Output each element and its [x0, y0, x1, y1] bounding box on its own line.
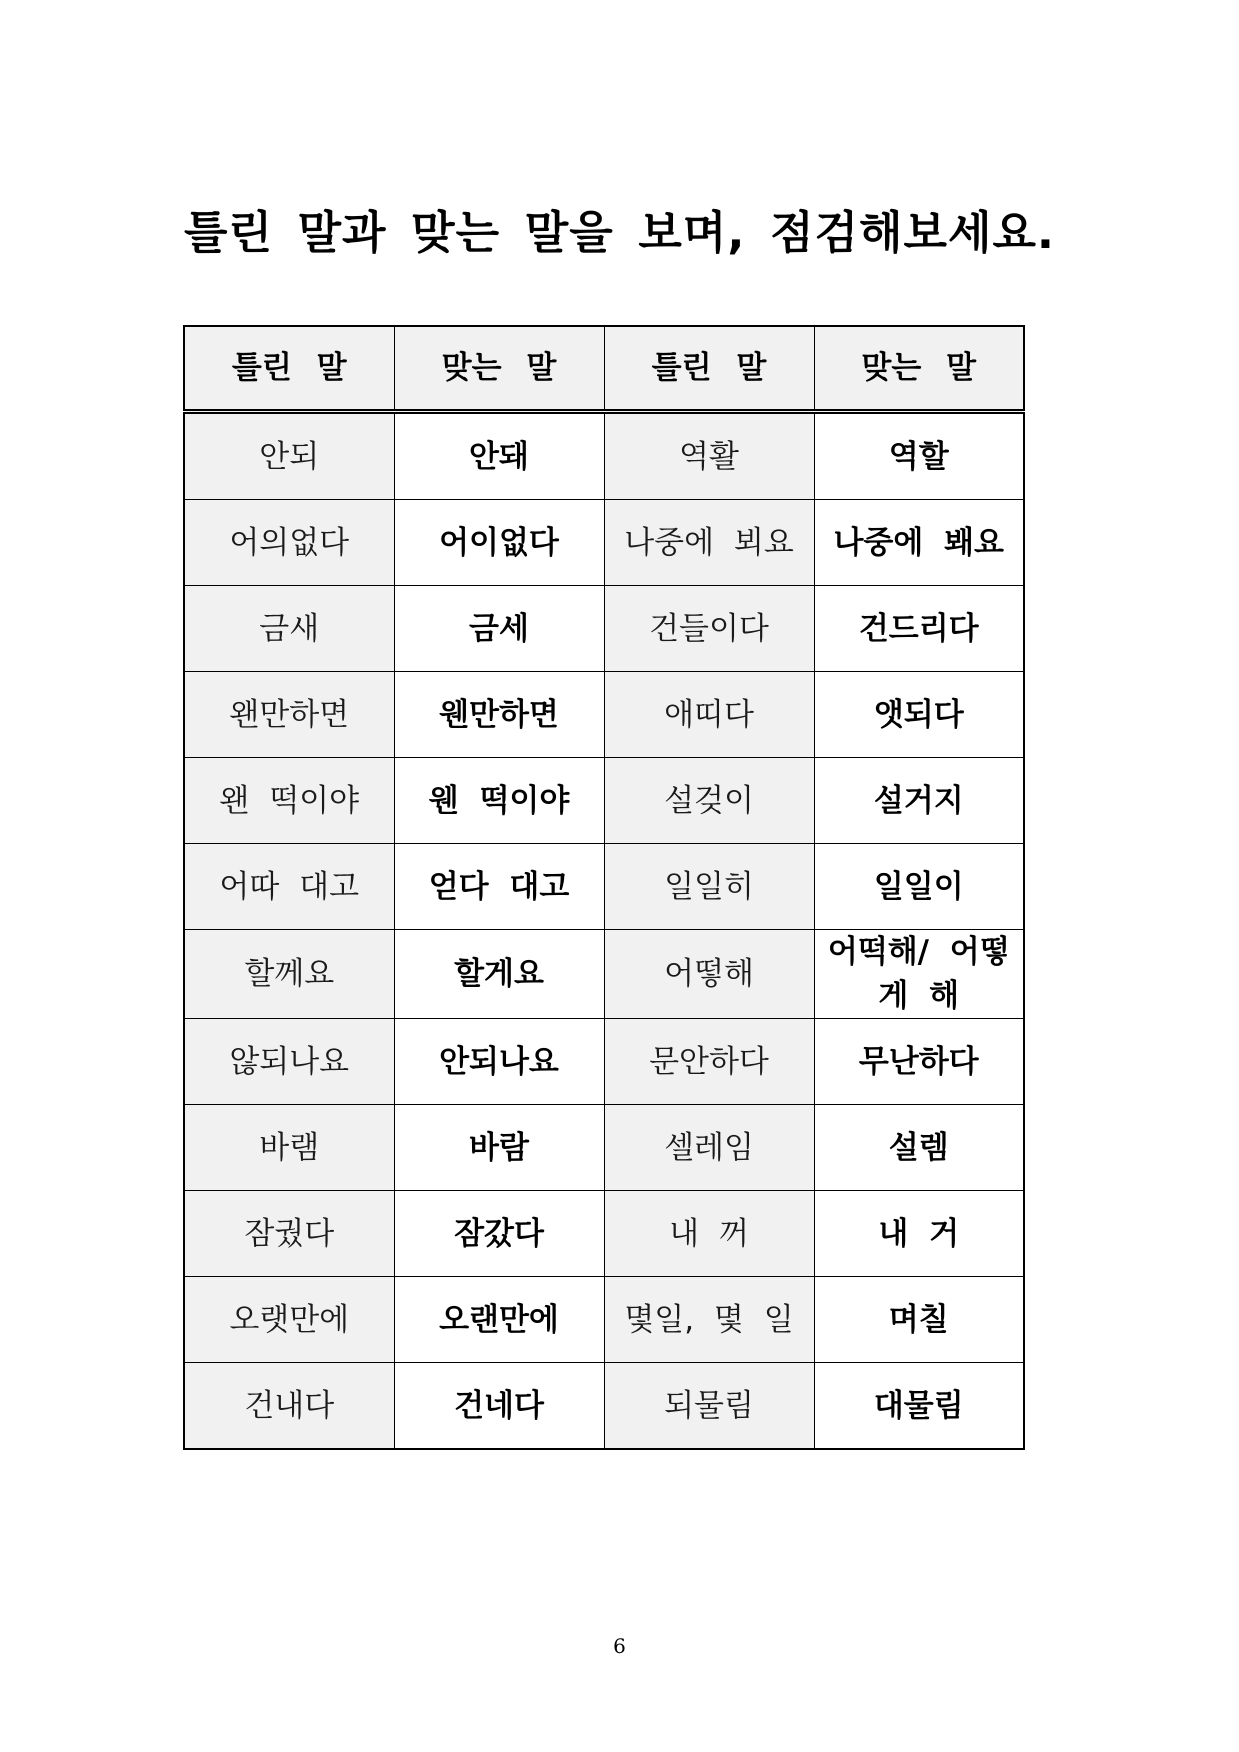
wrong-word-cell: 문안하다 [604, 1019, 814, 1105]
wrong-word-cell: 않되나요 [184, 1019, 394, 1105]
correct-word-cell: 설거지 [814, 758, 1024, 844]
table-row [184, 844, 1024, 930]
table-row [184, 1277, 1024, 1363]
page-number: 6 [613, 1634, 626, 1658]
wrong-word-cell: 바램 [184, 1105, 394, 1191]
table-row [184, 758, 1024, 844]
correct-word-cell: 나중에 봬요 [814, 500, 1024, 586]
wrong-word-cell: 내 꺼 [604, 1191, 814, 1277]
header-correct-word: 맞는 말 [394, 326, 604, 412]
wrong-word-cell: 잠궜다 [184, 1191, 394, 1277]
correct-word-cell: 안돼 [394, 412, 604, 500]
correct-word-cell: 며칠 [814, 1277, 1024, 1363]
correct-word-cell: 바람 [394, 1105, 604, 1191]
table-row [184, 1191, 1024, 1277]
table-row [184, 1019, 1024, 1105]
wrong-word-cell: 안되 [184, 412, 394, 500]
table-row [184, 672, 1024, 758]
header-wrong-word: 틀린 말 [604, 326, 814, 412]
wrong-word-cell: 어의없다 [184, 500, 394, 586]
correct-word-cell: 건드리다 [814, 586, 1024, 672]
correct-word-cell: 설렘 [814, 1105, 1024, 1191]
correct-word-cell: 어떡해/ 어떻게 해 [814, 930, 1024, 1019]
correct-word-cell: 얻다 대고 [394, 844, 604, 930]
correct-word-cell: 안되나요 [394, 1019, 604, 1105]
correct-word-cell: 할게요 [394, 930, 604, 1019]
table-row [184, 1105, 1024, 1191]
wrong-word-cell: 왠 떡이야 [184, 758, 394, 844]
wrong-word-cell: 할께요 [184, 930, 394, 1019]
wrong-word-cell: 건들이다 [604, 586, 814, 672]
wrong-word-cell: 어떻해 [604, 930, 814, 1019]
correct-word-cell: 오랜만에 [394, 1277, 604, 1363]
correct-word-cell: 건네다 [394, 1363, 604, 1450]
correct-word-cell: 무난하다 [814, 1019, 1024, 1105]
correct-word-cell: 대물림 [814, 1363, 1024, 1450]
correct-word-cell: 웬만하면 [394, 672, 604, 758]
correct-word-cell: 내 거 [814, 1191, 1024, 1277]
wrong-word-cell: 역활 [604, 412, 814, 500]
wrong-word-cell: 설겆이 [604, 758, 814, 844]
correct-word-cell: 잠갔다 [394, 1191, 604, 1277]
wrong-word-cell: 건내다 [184, 1363, 394, 1450]
header-correct-word: 맞는 말 [814, 326, 1024, 412]
wrong-word-cell: 금새 [184, 586, 394, 672]
spelling-table [183, 325, 1025, 1450]
wrong-word-cell: 셀레임 [604, 1105, 814, 1191]
wrong-word-cell: 일일히 [604, 844, 814, 930]
correct-word-cell: 일일이 [814, 844, 1024, 930]
wrong-word-cell: 몇일, 몇 일 [604, 1277, 814, 1363]
table-row [184, 1363, 1024, 1450]
wrong-word-cell: 왠만하면 [184, 672, 394, 758]
table-row [184, 412, 1024, 500]
page-title: 틀린 말과 맞는 말을 보며, 점검해보세요. [183, 206, 1056, 259]
wrong-word-cell: 되물림 [604, 1363, 814, 1450]
correct-word-cell: 금세 [394, 586, 604, 672]
wrong-word-cell: 오랫만에 [184, 1277, 394, 1363]
header-wrong-word: 틀린 말 [184, 326, 394, 412]
table-row [184, 586, 1024, 672]
correct-word-cell: 역할 [814, 412, 1024, 500]
table-header-row [184, 326, 1024, 412]
correct-word-cell: 앳되다 [814, 672, 1024, 758]
table-row [184, 930, 1024, 1019]
correct-word-cell: 어이없다 [394, 500, 604, 586]
wrong-word-cell: 어따 대고 [184, 844, 394, 930]
wrong-word-cell: 애띠다 [604, 672, 814, 758]
correct-word-cell: 웬 떡이야 [394, 758, 604, 844]
wrong-word-cell: 나중에 뵈요 [604, 500, 814, 586]
table-row [184, 500, 1024, 586]
